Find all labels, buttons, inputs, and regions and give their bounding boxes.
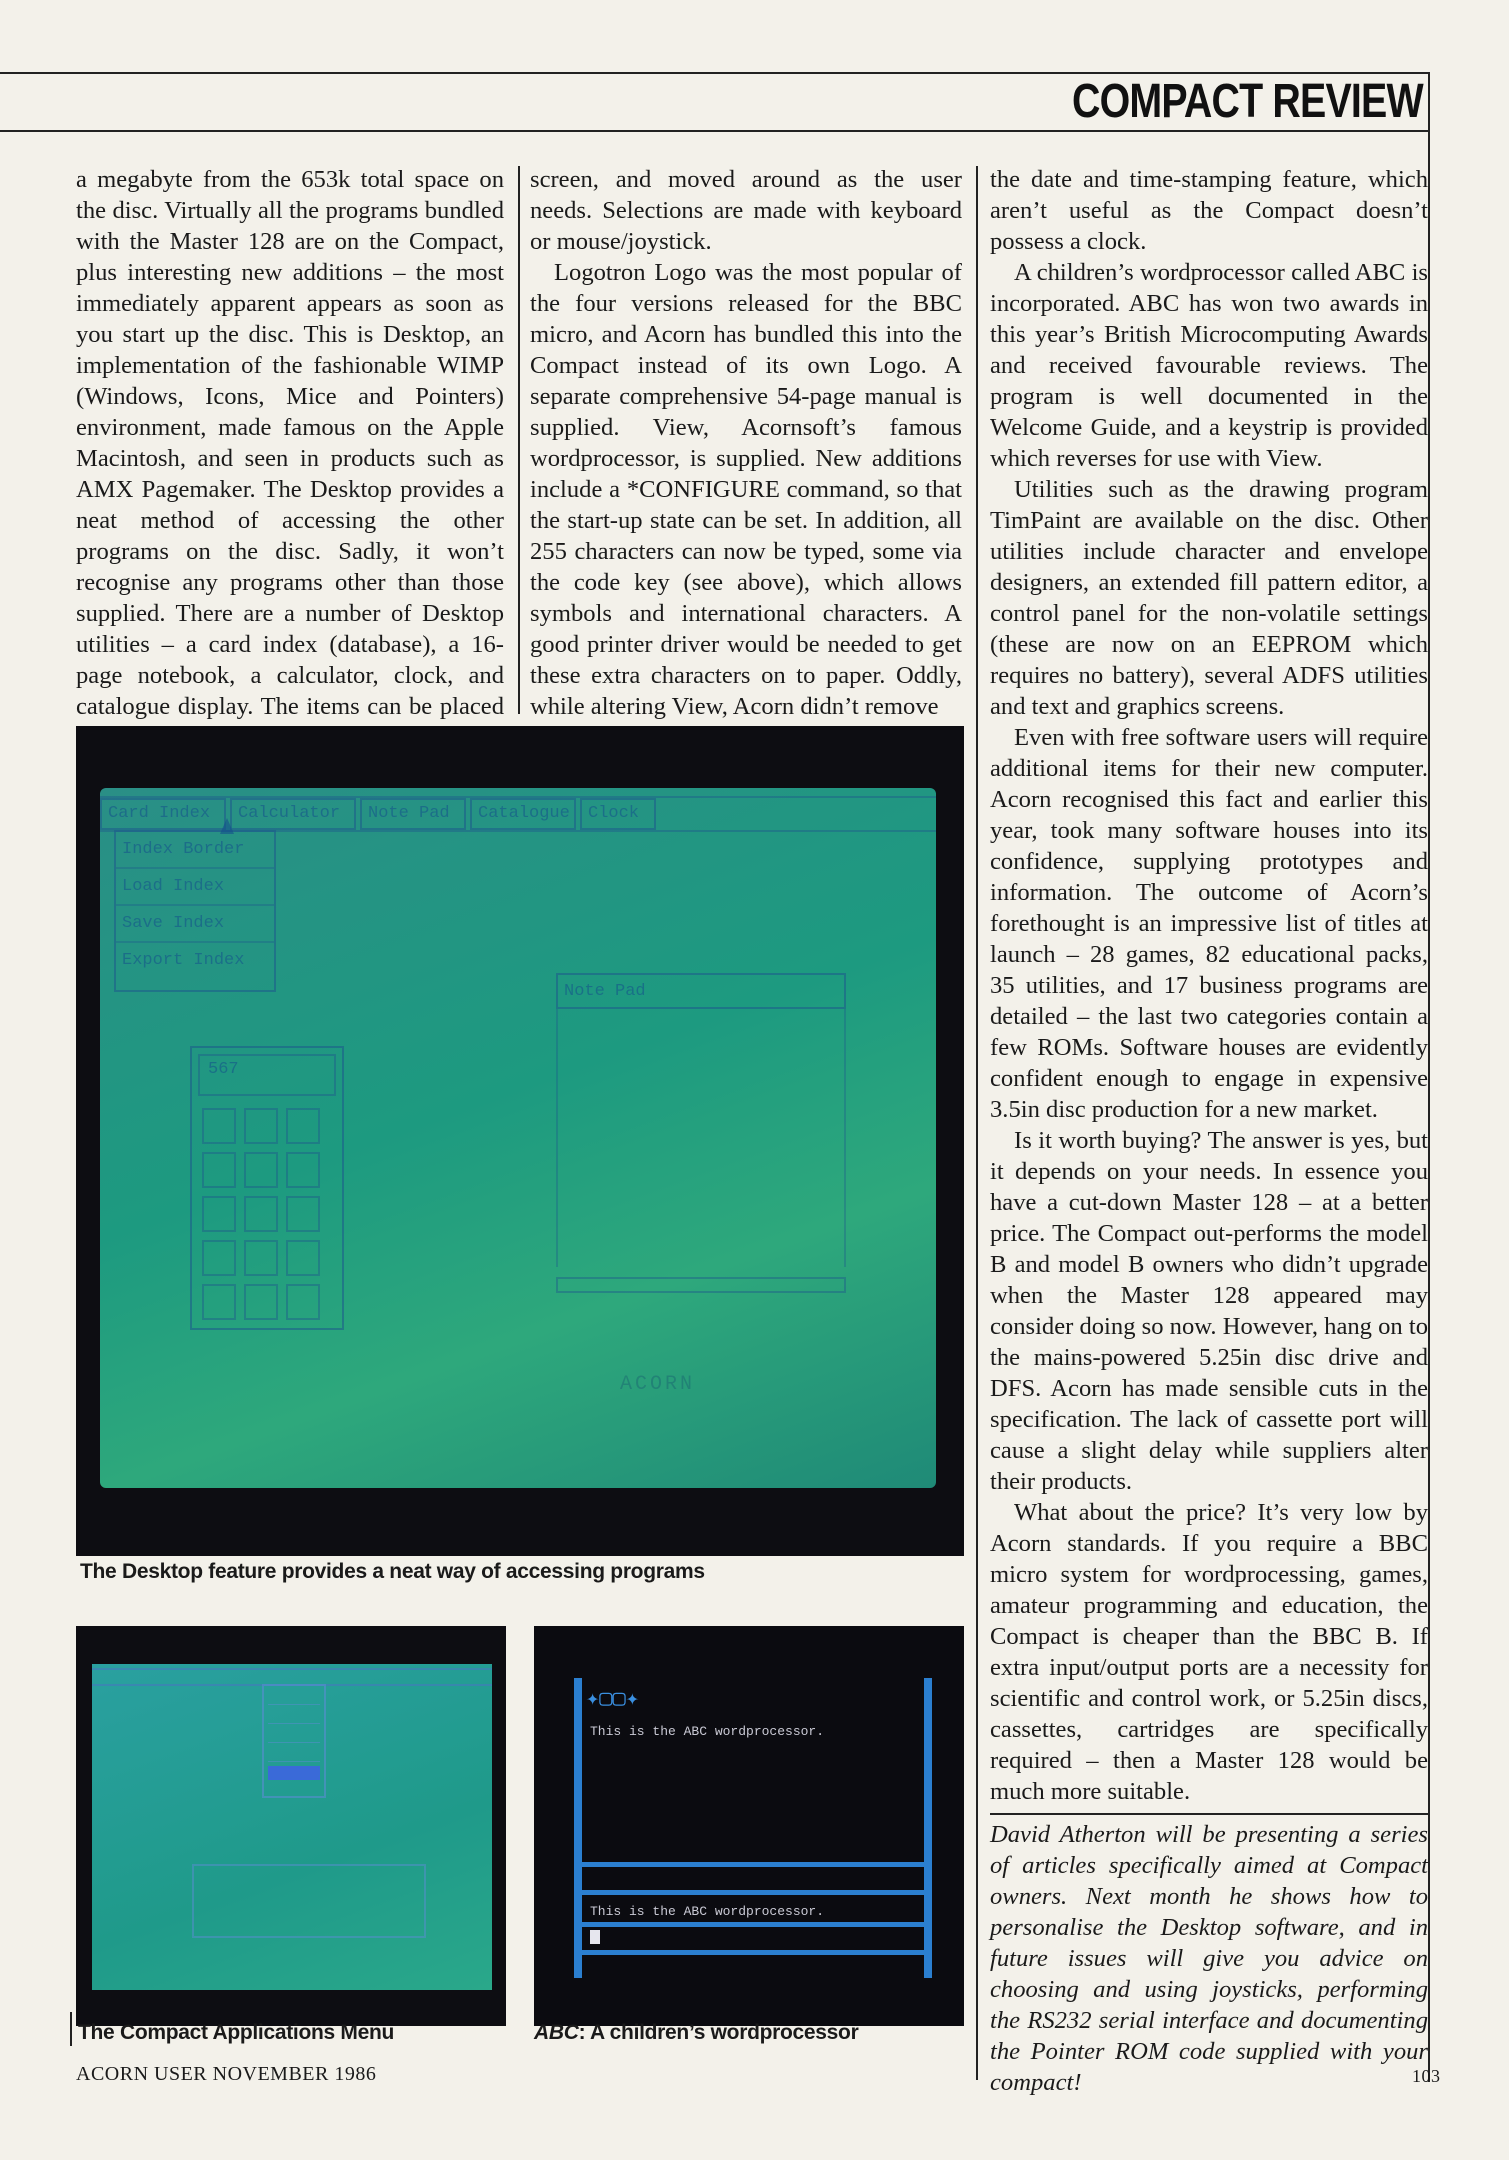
calculator-keypad bbox=[192, 1102, 342, 1326]
notepad-scrollbar bbox=[556, 1277, 846, 1293]
apps-menu-item bbox=[268, 1728, 320, 1743]
col3-paragraph-1: the date and time-stamping feature, which aren’t useful as the Compact doesn’t possess a clock. bbox=[990, 166, 1428, 255]
calc-key bbox=[286, 1108, 320, 1144]
header-rule bbox=[0, 130, 1430, 132]
col3-paragraph-6: What about the price? It’s very low by Acorn standards. If you require a BBC micro system for wordprocessing, games, amateur programming and education, the Compact is cheaper than the BBC B. If extra input/output ports are a necessity for scientific and control work, or 5.25in discs, cassettes, cartridges are specifically required – then a Master 128 would be much more suitable. bbox=[990, 1499, 1428, 1805]
calc-key bbox=[244, 1196, 278, 1232]
right-rule bbox=[1428, 72, 1430, 2082]
desktop-screenshot bbox=[76, 726, 964, 1556]
abc-logo-icon: ✦▢▢✦ bbox=[586, 1687, 639, 1712]
desktop-calculator bbox=[190, 1046, 344, 1330]
calc-key bbox=[286, 1152, 320, 1188]
menu-calculator: Calculator bbox=[230, 798, 356, 830]
dropdown-item: Export Index bbox=[122, 951, 245, 970]
abc-frame-right bbox=[924, 1678, 932, 1978]
column-divider-2 bbox=[976, 166, 978, 2080]
abc-cursor-icon bbox=[590, 1930, 600, 1944]
abc-line-1: This is the ABC wordprocessor. bbox=[590, 1724, 825, 1739]
footer-page-number: 103 bbox=[1412, 2066, 1441, 2086]
column-3 bbox=[990, 164, 1428, 2098]
desktop-notepad-window bbox=[556, 973, 846, 1313]
calc-key bbox=[286, 1196, 320, 1232]
author-note: David Atherton will be presenting a series of articles specifically aimed at Compact owners. Next month he shows how to personalise the Desktop software, and in future issues will give you advice on choosing and using joysticks, performing the RS232 serial interface and documenting the Pointer ROM code supplied with your compact! bbox=[990, 1821, 1428, 2096]
menu-note-pad: Note Pad bbox=[360, 798, 466, 830]
dropdown-item: Load Index bbox=[116, 869, 274, 906]
column-1 bbox=[76, 164, 504, 753]
menu-clock: Clock bbox=[580, 798, 656, 830]
notepad-body bbox=[556, 1009, 846, 1267]
column-2 bbox=[530, 164, 962, 722]
abc-frame-left bbox=[574, 1678, 582, 1978]
apps-menu-caption: The Compact Applications Menu bbox=[78, 2021, 395, 2044]
apps-dropdown bbox=[262, 1684, 326, 1798]
abc-caption-title: ABC bbox=[534, 2021, 579, 2044]
col2-paragraph-1: screen, and moved around as the user needs. Selections are made with keyboard or mouse/joystick. bbox=[530, 166, 962, 255]
apps-caption-rule bbox=[70, 2012, 72, 2046]
abc-caption bbox=[534, 2021, 858, 2045]
apps-menu-item bbox=[268, 1709, 320, 1724]
calc-key bbox=[244, 1108, 278, 1144]
apps-menu-screenshot bbox=[76, 1626, 506, 2026]
apps-menu-item bbox=[268, 1747, 320, 1762]
section-title: COMPACT REVIEW bbox=[1072, 75, 1423, 128]
desktop-brand: ACORN bbox=[620, 1373, 696, 1396]
calc-key bbox=[202, 1196, 236, 1232]
apps-menu-item bbox=[268, 1690, 320, 1705]
col3-paragraph-2: A children’s wordprocessor called ABC is incorporated. ABC has won two awards in this year’s British Microcomputing Awards and received favourable reviews. The program is well documented in the Welcome Guide, and a keystrip is provided which reverses for use with View. bbox=[990, 259, 1428, 472]
calc-key bbox=[286, 1240, 320, 1276]
calc-key bbox=[202, 1284, 236, 1320]
calc-key bbox=[244, 1240, 278, 1276]
desktop-dropdown bbox=[114, 830, 276, 992]
abc-divider bbox=[582, 1922, 924, 1927]
desktop-screen bbox=[100, 788, 936, 1488]
calc-key bbox=[244, 1152, 278, 1188]
calc-key bbox=[202, 1240, 236, 1276]
abc-divider bbox=[582, 1950, 924, 1955]
apps-menu-item-selected bbox=[268, 1766, 320, 1780]
abc-line-2: This is the ABC wordprocessor. bbox=[590, 1904, 825, 1919]
mouse-pointer-icon bbox=[220, 818, 234, 834]
col3-paragraph-5: Is it worth buying? The answer is yes, but it depends on your needs. In essence you have a cut-down Master 128 – at a better price. The Compact out-performs the model B and model B owners who didn’t upgrade when the Master 128 appeared may consider doing so now. However, hang on to the mains-powered 5.25in disc drive and DFS. Acorn has made sensible cuts in the specification. The lack of cassette port will cause a slight delay while suppliers alter their products. bbox=[990, 1127, 1428, 1495]
abc-caption-rest: : A children’s wordprocessor bbox=[578, 2021, 859, 2044]
dropdown-item: Save Index bbox=[116, 906, 274, 943]
menu-card-index: Card Index bbox=[100, 798, 226, 830]
abc-divider bbox=[582, 1862, 924, 1867]
apps-info-box bbox=[192, 1864, 426, 1938]
col3-paragraph-4: Even with free software users will require additional items for their new computer. Acorn recognised this fact and earlier this year, took many software houses into its confidence, supplying prototypes and information. The outcome of Acorn’s forethought is an impressive list of titles at launch – 28 games, 82 educational packs, 35 utilities, and 17 business programs are detailed – the last two categories contain a few ROMs. Software houses are evidently confident enough to engage in expensive 3.5in disc production for a new market. bbox=[990, 724, 1428, 1123]
author-note-rule bbox=[990, 1813, 1428, 1815]
col3-paragraph-3: Utilities such as the drawing program TimPaint are available on the disc. Other utilities include character and envelope designers, an extended fill pattern editor, a control panel for the non-volatile settings (these are now on an EEPROM which requires no battery), several ADFS utilities and text and graphics screens. bbox=[990, 476, 1428, 720]
menu-catalogue: Catalogue bbox=[470, 798, 576, 830]
apps-menu-screen bbox=[92, 1664, 492, 1990]
calc-key bbox=[244, 1284, 278, 1320]
desktop-caption: The Desktop feature provides a neat way of accessing programs bbox=[80, 1560, 705, 1583]
calc-key bbox=[202, 1108, 236, 1144]
dropdown-item: Index Border bbox=[116, 832, 274, 869]
column-divider-1 bbox=[518, 166, 520, 714]
calculator-display: 567 bbox=[198, 1054, 336, 1096]
col1-text: a megabyte from the 653k total space on the disc. Virtually all the programs bundled with the Master 128 are on the Compact, plus interesting new additions – the most immediately apparent appears as soon as you start up the disc. This is Desktop, an implementation of the fashionable WIMP (Windows, Icons, Mice and Pointers) environment, made famous on the Apple Macintosh, and seen in products such as AMX Pagemaker. The Desktop provides a neat method of accessing the other programs on the disc. Sadly, it won’t recognise any programs other than those supplied. There are a number of Desktop utilities – a card index (database), a 16-page notebook, a calculator, clock, and catalogue display. The items can be placed bbox=[76, 166, 504, 720]
abc-screenshot bbox=[534, 1626, 964, 2026]
col2-paragraph-2: Logotron Logo was the most popular of the four versions released for the BBC micro, and Acorn has bundled this into the Compact instead of its own Logo. A separate comprehensive 54-page manual is supplied. View, Acornsoft’s famous wordprocessor, is supplied. New additions include a *CONFIGURE command, so that the start-up state can be set. In addition, all 255 characters can now be typed, some via the code key (see above), which allows symbols and international characters. A good printer driver would be needed to get these extra characters on to paper. Oddly, while altering View, Acorn didn’t remove bbox=[530, 259, 962, 720]
notepad-title: Note Pad bbox=[564, 981, 646, 1001]
calc-key bbox=[286, 1284, 320, 1320]
calc-key bbox=[202, 1152, 236, 1188]
notepad-title-bar bbox=[556, 973, 846, 1009]
footer-publication: ACORN USER NOVEMBER 1986 bbox=[76, 2063, 377, 2085]
abc-divider bbox=[582, 1890, 924, 1895]
